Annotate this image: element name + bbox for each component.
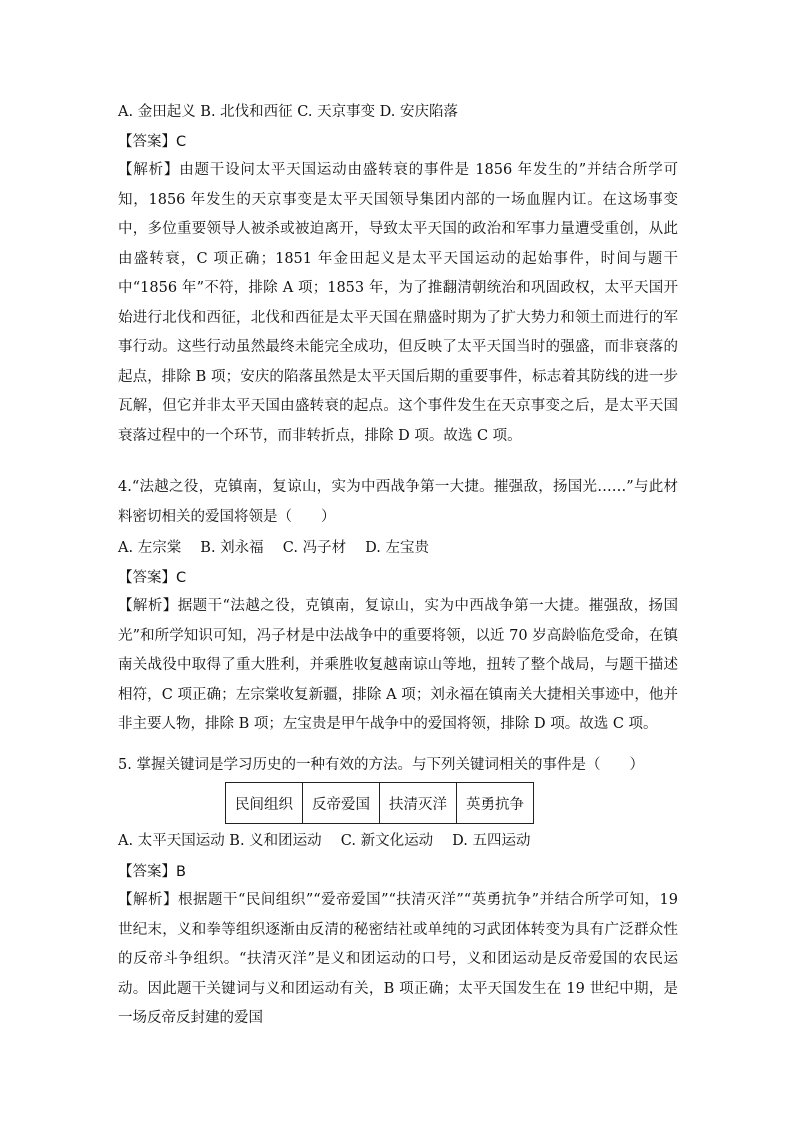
q4-stem: 4.“法越之役，克镇南，复谅山，实为中西战争第一大捷。摧强敌，扬国光……”与此材料密切相关的爱国将领是（ ） bbox=[118, 479, 678, 525]
q5-stem: 5. 掌握关键词是学习历史的一种有效的方法。与下列关键词相关的事件是（ ） bbox=[118, 757, 644, 773]
q4-answer: 【答案】C bbox=[118, 570, 187, 586]
keyword-cell: 英勇抗争 bbox=[457, 783, 534, 824]
keyword-cell: 民间组织 bbox=[226, 783, 303, 824]
q4-options: A. 左宗棠 B. 刘永福 C. 冯子材 D. 左宝贵 bbox=[118, 540, 430, 556]
q4-analysis: 【解析】据题干“法越之役，克镇南，复谅山，实为中西战争第一大捷。摧强敌，扬国光”和所学知识可知，冯子材是中法战争中的重要将领，以近 70 岁高龄临危受命，在镇南关战役中取得了重大胜利，并乘胜收复越南谅山等地，扭转了整个战局，与题干描述相符，C 项正确；左宗棠收复新疆，排除 A 项；刘永福在镇南关大捷相关事迹中，他并非主要人物，排除 B 项；左宝贵是甲午战争中的爱国将领，排除 D 项。故选 C 项。 bbox=[118, 598, 678, 732]
keyword-cell: 反帝爱国 bbox=[303, 783, 380, 824]
q5-answer: 【答案】B bbox=[118, 864, 186, 880]
keyword-table bbox=[225, 782, 534, 824]
keyword-cell: 扶清灭洋 bbox=[380, 783, 457, 824]
q5-options: A. 太平天国运动 B. 义和团运动 C. 新文化运动 D. 五四运动 bbox=[118, 833, 531, 849]
q3-analysis: 【解析】由题干设问太平天国运动由盛转衰的事件是 1856 年发生的”并结合所学可知，1856 年发生的天京事变是太平天国领导集团内部的一场血腥内讧。在这场事变中，多位重要领导人被杀或被迫离开，导致太平天国的政治和军事力量遭受重创，从此由盛转衰，C 项正确；1851 年金田起义是太平天国运动的起始事件，时间与题干中“1856 年”不符，排除 A 项；1853 年，为了推翻清朝统治和巩固政权，太平天国开始进行北伐和西征，北伐和西征是太平天国在鼎盛时期为了扩大势力和领土而进行的军事行动。这些行动虽然最终未能完全成功，但反映了太平天国当时的强盛，而非衰落的起点，排除 B 项；安庆的陷落虽然是太平天国后期的重要事件，标志着其防线的进一步瓦解，但它并非太平天国由盛转衰的起点。这个事件发生在天京事变之后，是太平天国衰落过程中的一个环节，而非转折点，排除 D 项。故选 C 项。 bbox=[118, 162, 678, 444]
q5-analysis: 【解析】根据题干“民间组织”“爱帝爱国”“扶清灭洋”“英勇抗争”并结合所学可知，19 世纪末，义和拳等组织逐渐由反清的秘密结社或单纯的习武团体转变为具有广泛群众性的反帝斗争组织。“扶清灭洋”是义和团运动的口号，义和团运动是反帝爱国的农民运动。因此题干关键词与义和团运动有关，B 项正确；太平天国发生在 19 世纪中期，是一场反帝反封建的爱国 bbox=[118, 892, 678, 1026]
q3-options: A. 金田起义 B. 北伐和西征 C. 天京事变 D. 安庆陷落 bbox=[118, 104, 459, 120]
q3-answer: 【答案】C bbox=[118, 134, 187, 150]
